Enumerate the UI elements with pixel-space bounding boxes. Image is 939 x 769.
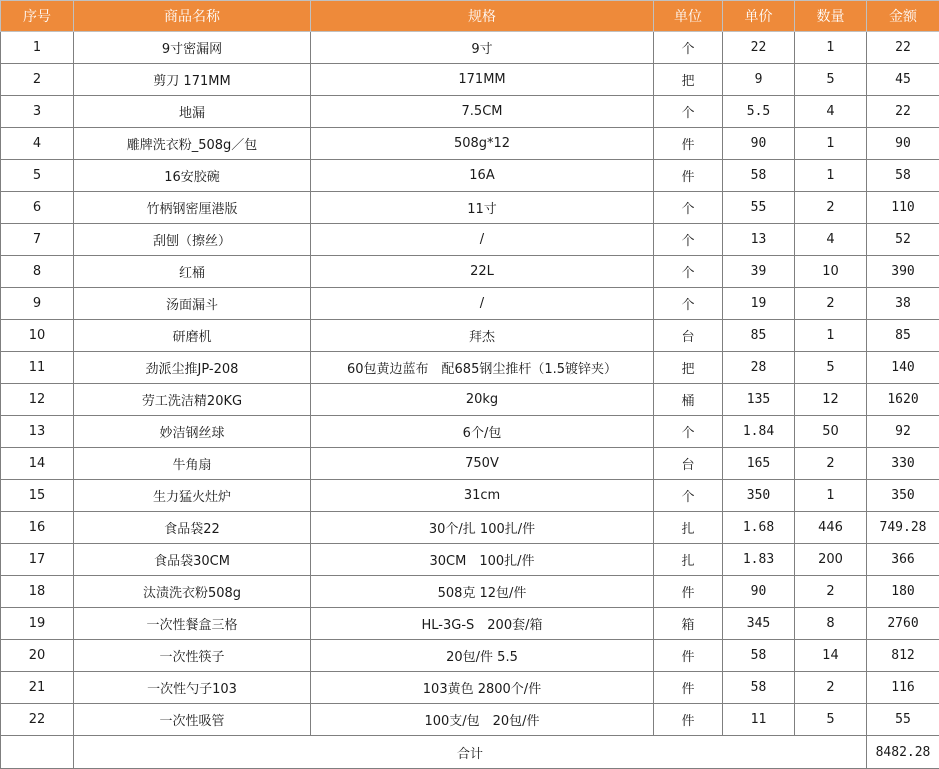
- table-row: [1, 96, 939, 128]
- cell-spec: 20kg: [311, 384, 654, 416]
- cell-amount: 22: [867, 96, 939, 128]
- cell-price: 13: [723, 224, 795, 256]
- cell-qty: 12: [795, 384, 867, 416]
- cell-index: 9: [1, 288, 74, 320]
- cell-unit: 台: [654, 448, 723, 480]
- cell-qty: 1: [795, 160, 867, 192]
- cell-qty: 4: [795, 96, 867, 128]
- cell-price: 9: [723, 64, 795, 96]
- cell-unit: 件: [654, 672, 723, 704]
- cell-unit: 桶: [654, 384, 723, 416]
- table-body: [1, 32, 939, 736]
- table-row: [1, 704, 939, 736]
- cell-name: 牛角扇: [74, 448, 311, 480]
- cell-amount: 55: [867, 704, 939, 736]
- cell-qty: 1: [795, 320, 867, 352]
- cell-name: 劲派尘推JP-208: [74, 352, 311, 384]
- cell-price: 350: [723, 480, 795, 512]
- cell-unit: 把: [654, 352, 723, 384]
- cell-amount: 330: [867, 448, 939, 480]
- cell-price: 1.83: [723, 544, 795, 576]
- cell-spec: 31cm: [311, 480, 654, 512]
- cell-spec: 9寸: [311, 32, 654, 64]
- cell-name: 地漏: [74, 96, 311, 128]
- cell-index: 2: [1, 64, 74, 96]
- cell-amount: 90: [867, 128, 939, 160]
- cell-unit: 个: [654, 96, 723, 128]
- cell-unit: 个: [654, 480, 723, 512]
- table-row: [1, 640, 939, 672]
- table-row: [1, 32, 939, 64]
- cell-unit: 台: [654, 320, 723, 352]
- cell-name: 劳工洗洁精20KG: [74, 384, 311, 416]
- table-row: [1, 512, 939, 544]
- cell-amount: 52: [867, 224, 939, 256]
- cell-unit: 扎: [654, 512, 723, 544]
- cell-spec: 103黄色 2800个/件: [311, 672, 654, 704]
- cell-qty: 5: [795, 704, 867, 736]
- cell-qty: 2: [795, 288, 867, 320]
- cell-unit: 件: [654, 704, 723, 736]
- header-row: [1, 1, 939, 32]
- cell-name: 研磨机: [74, 320, 311, 352]
- cell-unit: 件: [654, 128, 723, 160]
- cell-name: 一次性餐盒三格: [74, 608, 311, 640]
- cell-unit: 个: [654, 416, 723, 448]
- cell-price: 28: [723, 352, 795, 384]
- cell-price: 165: [723, 448, 795, 480]
- cell-qty: 1: [795, 480, 867, 512]
- cell-price: 85: [723, 320, 795, 352]
- cell-unit: 个: [654, 224, 723, 256]
- header-name: 商品名称: [74, 1, 311, 32]
- cell-index: 20: [1, 640, 74, 672]
- cell-index: 7: [1, 224, 74, 256]
- cell-index: 21: [1, 672, 74, 704]
- total-amount: 8482.28: [867, 736, 939, 769]
- total-row: [1, 736, 939, 769]
- cell-spec: 750V: [311, 448, 654, 480]
- cell-unit: 件: [654, 640, 723, 672]
- cell-qty: 10: [795, 256, 867, 288]
- table-row: [1, 672, 939, 704]
- header-index: 序号: [1, 1, 74, 32]
- header-spec: 规格: [311, 1, 654, 32]
- table-row: [1, 320, 939, 352]
- cell-spec: 171MM: [311, 64, 654, 96]
- cell-index: 12: [1, 384, 74, 416]
- cell-price: 90: [723, 128, 795, 160]
- cell-price: 11: [723, 704, 795, 736]
- table-row: [1, 128, 939, 160]
- cell-unit: 件: [654, 576, 723, 608]
- cell-spec: 拜杰: [311, 320, 654, 352]
- cell-name: 竹柄钢密厘港版: [74, 192, 311, 224]
- cell-name: 刮刨（擦丝）: [74, 224, 311, 256]
- cell-unit: 箱: [654, 608, 723, 640]
- cell-amount: 110: [867, 192, 939, 224]
- cell-price: 135: [723, 384, 795, 416]
- table-row: [1, 608, 939, 640]
- cell-index: 13: [1, 416, 74, 448]
- table-row: [1, 192, 939, 224]
- cell-index: 3: [1, 96, 74, 128]
- cell-price: 90: [723, 576, 795, 608]
- table-row: [1, 576, 939, 608]
- cell-price: 58: [723, 640, 795, 672]
- cell-amount: 350: [867, 480, 939, 512]
- cell-index: 18: [1, 576, 74, 608]
- cell-index: 1: [1, 32, 74, 64]
- cell-spec: 60包黄边蓝布 配685钢尘推杆（1.5镀锌夹）: [311, 352, 654, 384]
- cell-price: 55: [723, 192, 795, 224]
- cell-amount: 180: [867, 576, 939, 608]
- table-row: [1, 416, 939, 448]
- table-row: [1, 224, 939, 256]
- cell-qty: 1: [795, 32, 867, 64]
- cell-amount: 58: [867, 160, 939, 192]
- cell-qty: 200: [795, 544, 867, 576]
- header-amount: 金额: [867, 1, 939, 32]
- cell-name: 一次性筷子: [74, 640, 311, 672]
- cell-name: 食品袋22: [74, 512, 311, 544]
- total-spacer-cell: [1, 736, 74, 769]
- cell-price: 1.84: [723, 416, 795, 448]
- cell-spec: 6个/包: [311, 416, 654, 448]
- cell-index: 5: [1, 160, 74, 192]
- table-row: [1, 448, 939, 480]
- cell-spec: 11寸: [311, 192, 654, 224]
- cell-name: 剪刀 171MM: [74, 64, 311, 96]
- cell-index: 17: [1, 544, 74, 576]
- cell-amount: 366: [867, 544, 939, 576]
- cell-index: 16: [1, 512, 74, 544]
- cell-price: 58: [723, 672, 795, 704]
- cell-unit: 个: [654, 192, 723, 224]
- cell-qty: 446: [795, 512, 867, 544]
- cell-name: 汤面漏斗: [74, 288, 311, 320]
- cell-price: 1.68: [723, 512, 795, 544]
- table-row: [1, 288, 939, 320]
- cell-index: 22: [1, 704, 74, 736]
- cell-spec: /: [311, 224, 654, 256]
- cell-index: 6: [1, 192, 74, 224]
- cell-qty: 4: [795, 224, 867, 256]
- table-row: [1, 256, 939, 288]
- cell-name: 9寸密漏网: [74, 32, 311, 64]
- cell-amount: 116: [867, 672, 939, 704]
- cell-price: 22: [723, 32, 795, 64]
- cell-amount: 38: [867, 288, 939, 320]
- table-row: [1, 64, 939, 96]
- cell-qty: 2: [795, 192, 867, 224]
- cell-name: 食品袋30CM: [74, 544, 311, 576]
- table-row: [1, 160, 939, 192]
- header-qty: 数量: [795, 1, 867, 32]
- cell-amount: 140: [867, 352, 939, 384]
- cell-qty: 8: [795, 608, 867, 640]
- cell-qty: 5: [795, 64, 867, 96]
- cell-price: 39: [723, 256, 795, 288]
- header-price: 单价: [723, 1, 795, 32]
- cell-amount: 85: [867, 320, 939, 352]
- cell-price: 19: [723, 288, 795, 320]
- cell-amount: 1620: [867, 384, 939, 416]
- cell-name: 汰渍洗衣粉508g: [74, 576, 311, 608]
- cell-spec: 20包/件 5.5: [311, 640, 654, 672]
- total-label: 合计: [74, 736, 867, 769]
- cell-name: 16安胶碗: [74, 160, 311, 192]
- cell-name: 红桶: [74, 256, 311, 288]
- header-unit: 单位: [654, 1, 723, 32]
- cell-spec: HL-3G-S 200套/箱: [311, 608, 654, 640]
- cell-unit: 扎: [654, 544, 723, 576]
- cell-qty: 2: [795, 448, 867, 480]
- cell-spec: 508g*12: [311, 128, 654, 160]
- cell-amount: 390: [867, 256, 939, 288]
- cell-unit: 件: [654, 160, 723, 192]
- cell-name: 雕牌洗衣粉_508g／包: [74, 128, 311, 160]
- cell-price: 58: [723, 160, 795, 192]
- cell-qty: 14: [795, 640, 867, 672]
- cell-price: 345: [723, 608, 795, 640]
- cell-spec: 7.5CM: [311, 96, 654, 128]
- cell-amount: 22: [867, 32, 939, 64]
- cell-unit: 个: [654, 288, 723, 320]
- table-row: [1, 384, 939, 416]
- cell-unit: 把: [654, 64, 723, 96]
- cell-index: 8: [1, 256, 74, 288]
- cell-spec: 508克 12包/件: [311, 576, 654, 608]
- cell-name: 一次性勺子103: [74, 672, 311, 704]
- cell-amount: 45: [867, 64, 939, 96]
- cell-amount: 749.28: [867, 512, 939, 544]
- table-row: [1, 352, 939, 384]
- cell-spec: 30CM 100扎/件: [311, 544, 654, 576]
- cell-spec: 100支/包 20包/件: [311, 704, 654, 736]
- cell-spec: /: [311, 288, 654, 320]
- cell-amount: 812: [867, 640, 939, 672]
- cell-name: 妙洁钢丝球: [74, 416, 311, 448]
- cell-unit: 个: [654, 32, 723, 64]
- cell-amount: 2760: [867, 608, 939, 640]
- cell-index: 14: [1, 448, 74, 480]
- cell-spec: 30个/扎 100扎/件: [311, 512, 654, 544]
- table-row: [1, 480, 939, 512]
- cell-qty: 1: [795, 128, 867, 160]
- cell-spec: 22L: [311, 256, 654, 288]
- cell-spec: 16A: [311, 160, 654, 192]
- cell-index: 10: [1, 320, 74, 352]
- cell-qty: 50: [795, 416, 867, 448]
- cell-amount: 92: [867, 416, 939, 448]
- cell-index: 15: [1, 480, 74, 512]
- cell-qty: 2: [795, 576, 867, 608]
- cell-unit: 个: [654, 256, 723, 288]
- cell-name: 生力猛火灶炉: [74, 480, 311, 512]
- cell-qty: 5: [795, 352, 867, 384]
- cell-index: 19: [1, 608, 74, 640]
- cell-name: 一次性吸管: [74, 704, 311, 736]
- cell-price: 5.5: [723, 96, 795, 128]
- cell-qty: 2: [795, 672, 867, 704]
- cell-index: 4: [1, 128, 74, 160]
- cell-index: 11: [1, 352, 74, 384]
- table-row: [1, 544, 939, 576]
